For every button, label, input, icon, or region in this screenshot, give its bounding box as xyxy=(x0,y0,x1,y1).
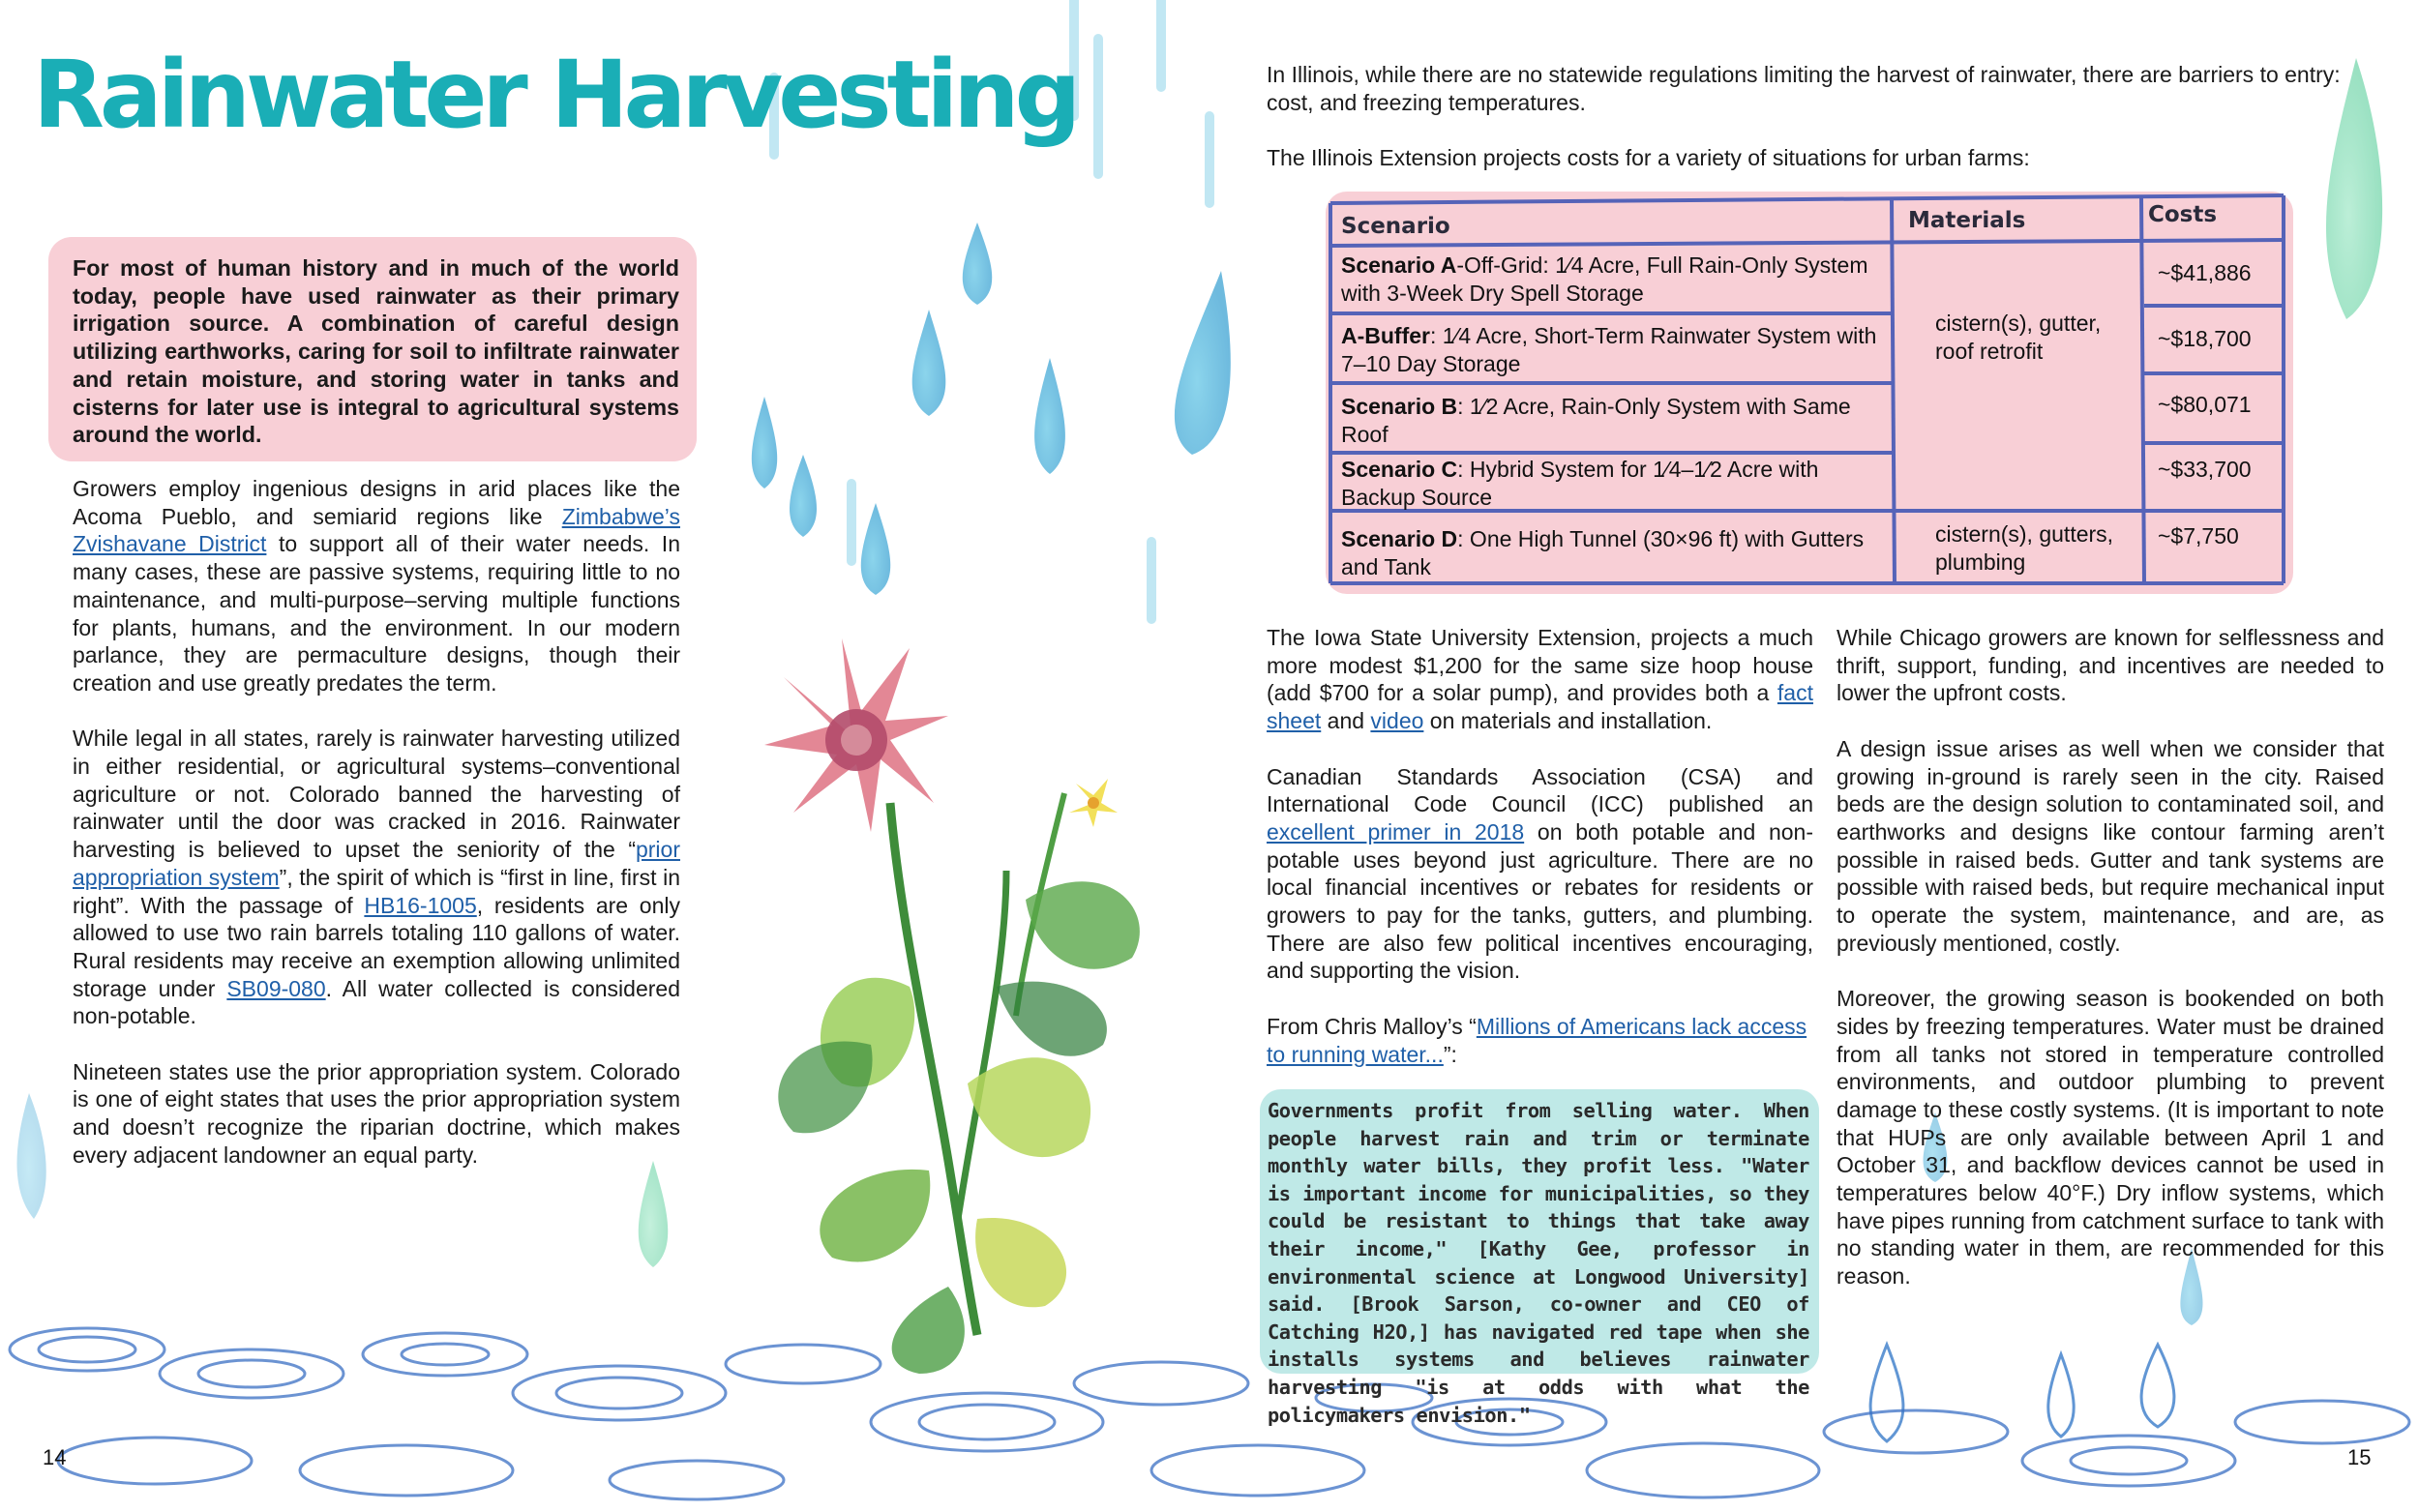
link-sb09-080[interactable]: SB09-080 xyxy=(226,975,326,1001)
paragraph: Growers employ ingenious designs in arid places like the Acoma Pueblo, and semiarid regions like Zimbabwe’s Zvishavane District to support all of their water needs. In many cases, these are passive systems, requiring little to no maintenance, and multi-purpose–serving multiple functions for plants, humans, and the environment. In our modern parlance, they are permaculture designs, though their creation and use greatly predates the term. xyxy=(73,476,680,696)
table-row: Scenario D: One High Tunnel (30×96 ft) with Gutters and Tank xyxy=(1341,526,1865,579)
cost-cell: ~$7,750 xyxy=(2158,523,2239,548)
paragraph: Moreover, the growing season is bookended on both sides by freezing temperatures. Water must be drained from all tanks not stored in temperature controlled environments, and outdoor plumbing to prevent damage to these costly systems. (It is important to note that HUPs are only available between April 1 and October 31, and backflow devices cannot be used in temperatures below 40°F.) Dry inflow systems, which have pipes running from catchment surface to tank with no standing water in them, are recommended for this reason. xyxy=(1837,986,2384,1290)
cost-cell: ~$80,071 xyxy=(2158,392,2252,417)
paragraph: In Illinois, while there are no statewide regulations limiting the harvest of rainwater, there are barriers to entry: cost, and freezing temperatures. xyxy=(1267,62,2341,115)
link-fact-sheet[interactable]: fact sheet xyxy=(1267,680,1813,734)
materials-cell: cistern(s), gutters, plumbing xyxy=(1935,521,2114,575)
link-video[interactable]: video xyxy=(1370,708,1424,734)
right-intro xyxy=(1267,61,2389,199)
cost-table xyxy=(1326,192,2293,594)
paragraph: A design issue arises as well when we consider that growing in-ground is rarely seen in the city. Raised beds are the design solution to contaminated soil, and earthworks and designs like contour farming aren’t possible in raised beds. Gutter and tank systems are possible with raised beds, but require mechanical input to operate the system, maintenance, and are, as previously mentioned, costly. xyxy=(1837,735,2384,956)
page-number-right: 15 xyxy=(2347,1445,2372,1469)
link-excellent-primer[interactable]: excellent primer in 2018 xyxy=(1267,818,1525,845)
paragraph: While legal in all states, rarely is rainwater harvesting utilized in either residential, or agricultural systems–conventional agriculture or not. Colorado banned the harvesting of rainwater until the door was cracked in 2016. Rainwater harvesting is believed to upset the seniority of the “prior appropriation system”, the spirit of which is “first in line, first in right”. With the passage of HB16-1005, residents are only allowed to use two rain barrels totaling 110 gallons of water. Rural residents may receive an exemption allowing unlimited storage under SB09-080. All water collected is considered non-potable. xyxy=(73,726,680,1029)
flower-illustration xyxy=(764,638,1140,1374)
paragraph: Canadian Standards Association (CSA) and International Code Council (ICC) published an excellent primer in 2018 on both potable and non-potable uses beyond just agriculture. There are no local financial incentives or rebates for residents or growers to pay for the tanks, gutters, and plumbing. There are also few political incentives encouraging, and supporting the vision. xyxy=(1267,763,1814,984)
cost-cell: ~$41,886 xyxy=(2158,260,2252,285)
materials-cell: cistern(s), gutter, roof retrofit xyxy=(1935,311,2102,364)
table-row: A-Buffer: 1⁄4 Acre, Short-Term Rainwater System with 7–10 Day Storage xyxy=(1341,323,1877,376)
middle-column xyxy=(1267,624,1813,1096)
quote-callout: Governments profit from selling water. When people harvest rain and trim or terminate monthly water bills, they profit less. "Water is important income for municipalities, so they could be resistant to things that take away their income," [Kathy Gee, professor in environmental science at Longwood University] said. [Brook Sarson, co-owner and CEO of Catching H2O,] has navigated red tape when she installs systems and believes rainwater harvesting "is at odds with what the policymakers envision." xyxy=(1260,1089,1819,1374)
link-hb16-1005[interactable]: HB16-1005 xyxy=(364,892,477,918)
header-scenario: Scenario xyxy=(1341,214,1450,239)
outline-drops xyxy=(1870,1345,2174,1441)
table-row: Scenario C: Hybrid System for 1⁄4–1⁄2 Acre with Backup Source xyxy=(1341,457,1819,510)
paragraph: The Illinois Extension projects costs for a variety of situations for urban farms: xyxy=(1267,145,2030,171)
right-column xyxy=(1837,624,2384,1319)
link-zimbabwe[interactable]: Zimbabwe’s Zvishavane District xyxy=(73,503,680,557)
link-prior-appropriation[interactable]: prior appropriation system xyxy=(73,837,680,890)
paragraph: The Iowa State University Extension, projects a much more modest $1,200 for the same size hoop house (add $700 for a solar pump), and provides both a fact sheet and video on materials and installation. xyxy=(1267,625,1813,734)
cost-cell: ~$18,700 xyxy=(2158,326,2252,351)
cost-cell: ~$33,700 xyxy=(2158,457,2252,482)
page-number-left: 14 xyxy=(43,1445,67,1469)
header-costs: Costs xyxy=(2148,202,2218,227)
paragraph: From Chris Malloy’s “Millions of Americans lack access to running water...”: xyxy=(1267,1013,1807,1067)
header-materials: Materials xyxy=(1908,208,2026,233)
paragraph: Nineteen states use the prior appropriation system. Colorado is one of eight states that uses the prior appropriation system and doesn’t recognize the riparian doctrine, which makes every adjacent landowner an equal party. xyxy=(73,1058,680,1168)
left-column xyxy=(73,475,680,1197)
table-row: Scenario A-Off-Grid: 1⁄4 Acre, Full Rain-Only System with 3-Week Dry Spell Storage xyxy=(1341,252,1868,306)
intro-callout: For most of human history and in much of the world today, people have used rainwater as their primary irrigation source. A combination of careful design utilizing earthworks, caring for soil to infiltrate rainwater and retain moisture, and storing water in tanks and cisterns for later use is integral to agricultural systems around the world. xyxy=(48,237,697,461)
page-title: Rainwater Harvesting xyxy=(33,41,1077,149)
table-row: Scenario B: 1⁄2 Acre, Rain-Only System with Same Roof xyxy=(1341,394,1851,447)
link-malloy-article[interactable]: Millions of Americans lack access to running water... xyxy=(1267,1013,1807,1067)
paragraph: While Chicago growers are known for selflessness and thrift, support, funding, and incentives are needed to lower the upfront costs. xyxy=(1837,625,2384,706)
